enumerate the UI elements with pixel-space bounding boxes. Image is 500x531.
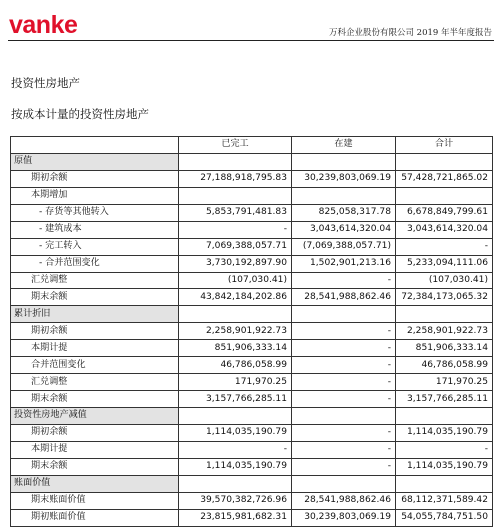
cell-completed: - (179, 221, 292, 238)
table-row (11, 255, 493, 272)
cell-completed: 39,570,382,726.96 (179, 492, 292, 509)
page-header (0, 0, 500, 44)
table-category-row (11, 475, 493, 492)
cell-completed: 23,815,981,682.31 (179, 509, 292, 526)
row-label: 本期增加 (11, 187, 179, 204)
table-row (11, 458, 493, 475)
column-header-in-construction: 在建 (292, 137, 396, 154)
cell-completed: (107,030.41) (179, 272, 292, 289)
table-row (11, 374, 493, 391)
row-label: 期末余额 (11, 391, 179, 408)
table-category-row (11, 408, 493, 425)
row-label: 合并范围变化 (11, 357, 179, 374)
cell-total: - (396, 441, 493, 458)
cell-in-construction: - (292, 441, 396, 458)
cell-in-construction (292, 153, 396, 170)
cell-total (396, 187, 493, 204)
table-row (11, 289, 493, 306)
table-header-row (11, 137, 493, 154)
cell-in-construction: 28,541,988,862.46 (292, 492, 396, 509)
cell-completed: 1,114,035,190.79 (179, 458, 292, 475)
row-label: - 完工转入 (11, 238, 179, 255)
cell-in-construction: 28,541,988,862.46 (292, 289, 396, 306)
row-label: 投资性房地产减值 (11, 408, 179, 425)
report-title: 万科企业股份有限公司 2019 年半年度报告 (328, 28, 492, 38)
cell-in-construction: 825,058,317.78 (292, 204, 396, 221)
cell-total: 68,112,371,589.42 (396, 492, 493, 509)
cell-in-construction: (7,069,388,057.71) (292, 238, 396, 255)
section-title: 投资性房地产 (11, 76, 80, 90)
cell-completed (179, 153, 292, 170)
table-row (11, 323, 493, 340)
cell-in-construction: - (292, 357, 396, 374)
row-label: 账面价值 (11, 475, 179, 492)
row-label: 期初余额 (11, 424, 179, 441)
cell-total: 851,906,333.14 (396, 340, 493, 357)
cell-completed: 43,842,184,202.86 (179, 289, 292, 306)
column-header-completed: 已完工 (179, 137, 292, 154)
cell-in-construction (292, 408, 396, 425)
cell-completed (179, 306, 292, 323)
table-row (11, 391, 493, 408)
cell-in-construction (292, 187, 396, 204)
cell-in-construction (292, 306, 396, 323)
cell-total: 46,786,058.99 (396, 357, 493, 374)
cell-completed: 7,069,388,057.71 (179, 238, 292, 255)
row-label: 汇兑调整 (11, 272, 179, 289)
row-label: - 合并范围变化 (11, 255, 179, 272)
table-row (11, 272, 493, 289)
cell-completed: 46,786,058.99 (179, 357, 292, 374)
table-row (11, 492, 493, 509)
cell-total: 57,428,721,865.02 (396, 170, 493, 187)
row-label: 期初余额 (11, 170, 179, 187)
row-label: 期末余额 (11, 458, 179, 475)
cell-total: 6,678,849,799.61 (396, 204, 493, 221)
cell-total: - (396, 238, 493, 255)
subsection-title: 按成本计量的投资性房地产 (11, 107, 149, 121)
cell-completed (179, 475, 292, 492)
row-label: 本期计提 (11, 340, 179, 357)
cell-completed: - (179, 441, 292, 458)
row-label: 期初账面价值 (11, 509, 179, 526)
cell-completed: 3,730,192,897.90 (179, 255, 292, 272)
cell-completed: 3,157,766,285.11 (179, 391, 292, 408)
cell-in-construction (292, 475, 396, 492)
column-header-total: 合计 (396, 137, 493, 154)
cell-in-construction: - (292, 391, 396, 408)
table-row (11, 340, 493, 357)
row-label: 原值 (11, 153, 179, 170)
table-row (11, 441, 493, 458)
table-row (11, 357, 493, 374)
table-row (11, 238, 493, 255)
row-label: 期初余额 (11, 323, 179, 340)
cell-in-construction: - (292, 374, 396, 391)
cell-in-construction: 1,502,901,213.16 (292, 255, 396, 272)
cell-completed: 1,114,035,190.79 (179, 424, 292, 441)
cell-total: (107,030.41) (396, 272, 493, 289)
cell-total: 5,233,094,111.06 (396, 255, 493, 272)
row-label: - 存货等其他转入 (11, 204, 179, 221)
cell-total (396, 306, 493, 323)
table-row (11, 424, 493, 441)
row-label: 本期计提 (11, 441, 179, 458)
row-label: 累计折旧 (11, 306, 179, 323)
table-row (11, 509, 493, 526)
cell-completed: 2,258,901,922.73 (179, 323, 292, 340)
cell-in-construction: - (292, 272, 396, 289)
cell-completed: 851,906,333.14 (179, 340, 292, 357)
cell-total: 72,384,173,065.32 (396, 289, 493, 306)
cell-total: 171,970.25 (396, 374, 493, 391)
cell-total: 2,258,901,922.73 (396, 323, 493, 340)
vanke-logo: vanke (9, 11, 78, 39)
cell-total: 1,114,035,190.79 (396, 424, 493, 441)
cell-completed: 27,188,918,795.83 (179, 170, 292, 187)
cell-completed (179, 408, 292, 425)
cell-in-construction: - (292, 323, 396, 340)
table-category-row (11, 306, 493, 323)
cell-completed: 5,853,791,481.83 (179, 204, 292, 221)
cell-completed (179, 187, 292, 204)
cell-total (396, 475, 493, 492)
cell-in-construction: 3,043,614,320.04 (292, 221, 396, 238)
row-label: - 建筑成本 (11, 221, 179, 238)
column-header-item (11, 137, 179, 154)
investment-property-table (10, 136, 493, 527)
table-row (11, 221, 493, 238)
cell-in-construction: 30,239,803,069.19 (292, 509, 396, 526)
table-row (11, 170, 493, 187)
cell-in-construction: - (292, 424, 396, 441)
cell-total (396, 408, 493, 425)
header-divider (8, 40, 494, 41)
table-category-row (11, 153, 493, 170)
row-label: 期末账面价值 (11, 492, 179, 509)
row-label: 期末余额 (11, 289, 179, 306)
row-label: 汇兑调整 (11, 374, 179, 391)
cell-total: 3,043,614,320.04 (396, 221, 493, 238)
cell-in-construction: - (292, 340, 396, 357)
cell-total: 1,114,035,190.79 (396, 458, 493, 475)
table-row (11, 187, 493, 204)
cell-in-construction: 30,239,803,069.19 (292, 170, 396, 187)
cell-total: 3,157,766,285.11 (396, 391, 493, 408)
cell-total (396, 153, 493, 170)
cell-in-construction: - (292, 458, 396, 475)
table-row (11, 204, 493, 221)
cell-total: 54,055,784,751.50 (396, 509, 493, 526)
cell-completed: 171,970.25 (179, 374, 292, 391)
